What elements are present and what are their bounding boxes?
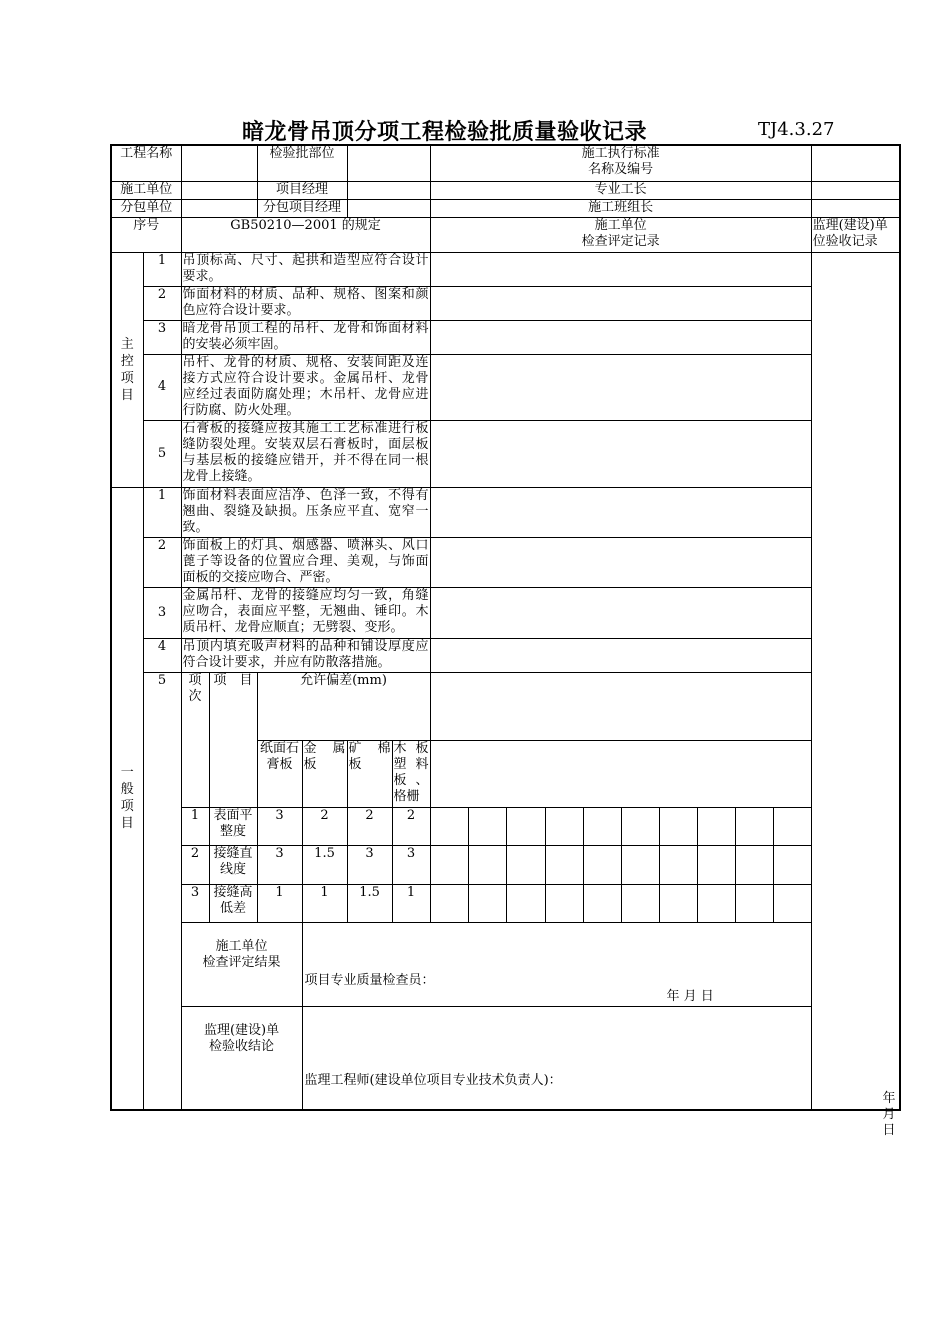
- main-item-record[interactable]: [430, 252, 811, 286]
- main-item-no: 4: [143, 354, 181, 420]
- main-label-char-2: 控: [120, 353, 134, 369]
- dev-value: 3: [392, 845, 430, 884]
- dev-value: 3: [257, 845, 302, 884]
- main-label-char-3: 项: [120, 370, 134, 386]
- construction-unit-label: 施工单位: [111, 181, 181, 199]
- construction-unit-field[interactable]: [181, 181, 257, 199]
- dev-value: 2: [347, 807, 392, 845]
- standard-label-line2: 名称及编号: [588, 162, 654, 177]
- measure-cell[interactable]: [545, 845, 583, 884]
- check-record-header-line2: 检查评定记录: [581, 233, 660, 249]
- result-label-line2: 检查评定结果: [202, 954, 281, 970]
- measure-cell[interactable]: [621, 884, 659, 922]
- main-item-no: 5: [143, 420, 181, 487]
- measure-cell[interactable]: [583, 845, 621, 884]
- dev-seq-header-line2: 次: [188, 688, 202, 704]
- measure-cell[interactable]: [621, 807, 659, 845]
- dev-seq-header: [181, 672, 209, 807]
- inspection-form-table: [110, 144, 901, 1138]
- dev-value: 1: [302, 884, 347, 922]
- measure-cell[interactable]: [697, 845, 735, 884]
- general-item-text: 饰面板上的灯具、烟感器、喷淋头、风口蓖子等设备的位置应合理、美观，与饰面面板的交接应吻合、严密。: [181, 537, 430, 587]
- project-name-field[interactable]: [181, 145, 257, 181]
- measure-cell[interactable]: [506, 807, 545, 845]
- main-item-record[interactable]: [430, 320, 811, 354]
- inspection-part-field[interactable]: [347, 145, 430, 181]
- material-metal: 金 属板: [302, 740, 347, 807]
- measure-cell[interactable]: [545, 884, 583, 922]
- main-item-text: 石膏板的接缝应按其施工工艺标准进行板缝防裂处理。安装双层石膏板时，面层板与基层板的接缝应错开，并不得在同一根龙骨上接缝。: [181, 420, 430, 487]
- standard-field[interactable]: [811, 145, 900, 181]
- foreman-field[interactable]: [811, 181, 900, 199]
- measure-cell[interactable]: [545, 807, 583, 845]
- result-date: 年 月 日: [666, 988, 714, 1004]
- main-label-char-4: 目: [120, 387, 134, 403]
- measure-cell[interactable]: [506, 845, 545, 884]
- foreman-label: 专业工长: [430, 181, 811, 199]
- general-item-no: 5: [143, 672, 181, 1110]
- main-item-no: 1: [143, 252, 181, 286]
- dev-value: 2: [302, 807, 347, 845]
- material-paper-gypsum: 纸面石膏板: [257, 740, 302, 807]
- dev-value: 2: [392, 807, 430, 845]
- measure-cell[interactable]: [659, 807, 697, 845]
- dev-row-item: 接缝直线度: [209, 845, 257, 884]
- measure-cell[interactable]: [430, 807, 468, 845]
- general-items-label: [111, 487, 143, 1110]
- general-label-char-2: 般: [120, 782, 134, 797]
- general-item-no: 3: [143, 587, 181, 638]
- general-item-no: 2: [143, 537, 181, 587]
- general-item-text: 饰面材料表面应洁净、色泽一致，不得有翘曲、裂缝及缺损。压条应平直、宽窄一致。: [181, 487, 430, 537]
- subcontract-unit-field[interactable]: [181, 199, 257, 217]
- conclusion-label: [181, 1006, 302, 1110]
- dev-record-area[interactable]: [430, 672, 811, 740]
- inspector-label: 项目专业质量检查员：: [304, 972, 435, 988]
- measure-cell[interactable]: [773, 807, 811, 845]
- material-mineral-wool: 矿 棉板: [347, 740, 392, 807]
- general-item-record[interactable]: [430, 587, 811, 638]
- dev-value: 3: [257, 807, 302, 845]
- title-bar: [0, 115, 950, 145]
- general-label-char-3: 项: [120, 799, 134, 814]
- general-item-record[interactable]: [430, 537, 811, 587]
- main-item-text: 暗龙骨吊顶工程的吊杆、龙骨和饰面材料的安装必须牢固。: [181, 320, 430, 354]
- dev-row-no: 2: [181, 845, 209, 884]
- conclusion-field[interactable]: [302, 1006, 900, 1138]
- supervision-header-line2: 位验收记录: [812, 233, 878, 249]
- measure-cell[interactable]: [697, 807, 735, 845]
- general-label-char-4: 目: [120, 816, 134, 831]
- engineer-label: 监理工程师(建设单位项目专业技术负责人)：: [304, 1072, 562, 1088]
- supervision-header: [811, 217, 900, 252]
- measure-cell[interactable]: [468, 884, 506, 922]
- supervision-header-line1: 监理(建设)单: [812, 217, 888, 233]
- general-item-record[interactable]: [430, 638, 811, 672]
- dev-value: 1: [257, 884, 302, 922]
- main-item-text: 吊杆、龙骨的材质、规格、安装间距及连接方式应符合设计要求。金属吊杆、龙骨应经过表面防腐处理；木吊杆、龙骨应进行防腐、防火处理。: [181, 354, 430, 420]
- main-item-no: 2: [143, 286, 181, 320]
- standard-label: [430, 145, 811, 181]
- team-leader-field[interactable]: [811, 199, 900, 217]
- measure-cell[interactable]: [735, 845, 773, 884]
- measure-cell[interactable]: [430, 845, 468, 884]
- project-manager-label: 项目经理: [257, 181, 347, 199]
- dev-value: 1.5: [347, 884, 392, 922]
- dev-item-header: 项 目: [209, 672, 257, 807]
- subcontract-manager-label: 分包项目经理: [257, 199, 347, 217]
- dev-value: 1: [392, 884, 430, 922]
- conclusion-label-line2: 检验收结论: [209, 1038, 275, 1054]
- measure-cell[interactable]: [773, 884, 811, 922]
- measure-cell[interactable]: [735, 807, 773, 845]
- main-item-text: 吊顶标高、尺寸、起拱和造型应符合设计要求。: [181, 252, 430, 286]
- dev-row-no: 1: [181, 807, 209, 845]
- team-leader-label: 施工班组长: [430, 199, 811, 217]
- allowed-deviation-header: 允许偏差(mm): [257, 672, 430, 740]
- dev-row-no: 3: [181, 884, 209, 922]
- main-item-no: 3: [143, 320, 181, 354]
- main-label-char-1: 主: [120, 336, 134, 352]
- dev-row-item: 接缝高低差: [209, 884, 257, 922]
- standard-label-line1: 施工执行标准: [581, 146, 660, 161]
- measure-cell[interactable]: [697, 884, 735, 922]
- form-code: TJ4.3.27: [758, 119, 835, 140]
- conclusion-label-line1: 监理(建设)单: [203, 1022, 280, 1038]
- measure-cell[interactable]: [506, 884, 545, 922]
- measure-cell[interactable]: [583, 807, 621, 845]
- measure-cell[interactable]: [468, 845, 506, 884]
- measure-cell[interactable]: [659, 845, 697, 884]
- dev-value: 3: [347, 845, 392, 884]
- general-item-record[interactable]: [430, 487, 811, 537]
- measure-cell[interactable]: [583, 884, 621, 922]
- dev-seq-header-line1: 项: [188, 672, 202, 688]
- dev-row-item: 表面平整度: [209, 807, 257, 845]
- measure-cell[interactable]: [430, 884, 468, 922]
- general-label-char-1: 一: [120, 765, 134, 780]
- general-item-text: 吊顶内填充吸声材料的品种和铺设厚度应符合设计要求，并应有防散落措施。: [181, 638, 430, 672]
- inspection-part-label: 检验批部位: [257, 145, 347, 181]
- spec-header: GB50210—2001 的规定: [181, 217, 430, 252]
- subcontract-unit-label: 分包单位: [111, 199, 181, 217]
- measure-cell[interactable]: [659, 884, 697, 922]
- result-field[interactable]: [302, 922, 900, 1006]
- project-name-label: 工程名称: [111, 145, 181, 181]
- measure-cell[interactable]: [621, 845, 659, 884]
- project-manager-field[interactable]: [347, 181, 430, 199]
- main-item-text: 饰面材料的材质、品种、规格、图案和颜色应符合设计要求。: [181, 286, 430, 320]
- result-label-line1: 施工单位: [215, 938, 268, 954]
- main-items-label: [111, 252, 143, 487]
- main-item-record[interactable]: [430, 286, 811, 320]
- subcontract-manager-field[interactable]: [347, 199, 430, 217]
- seq-header: 序号: [111, 217, 181, 252]
- general-item-no: 4: [143, 638, 181, 672]
- conclusion-date: 年 月 日: [882, 1090, 896, 1138]
- measure-cell[interactable]: [468, 807, 506, 845]
- measure-cell[interactable]: [773, 845, 811, 884]
- material-wood-plastic: 木板塑料板、格栅: [392, 740, 430, 807]
- dev-record-area[interactable]: [430, 740, 811, 807]
- measure-cell[interactable]: [735, 884, 773, 922]
- check-record-header-line1: 施工单位: [594, 217, 647, 233]
- general-item-text: 金属吊杆、龙骨的接缝应均匀一致，角缝应吻合，表面应平整，无翘曲、锤印。木质吊杆、龙骨应顺直；无劈裂、变形。: [181, 587, 430, 638]
- result-label: [181, 922, 302, 1006]
- page-title: 暗龙骨吊顶分项工程检验批质量验收记录: [242, 119, 648, 145]
- main-item-record[interactable]: [430, 420, 811, 487]
- general-item-no: 1: [143, 487, 181, 537]
- dev-value: 1.5: [302, 845, 347, 884]
- main-item-record[interactable]: [430, 354, 811, 420]
- check-record-header: [430, 217, 811, 252]
